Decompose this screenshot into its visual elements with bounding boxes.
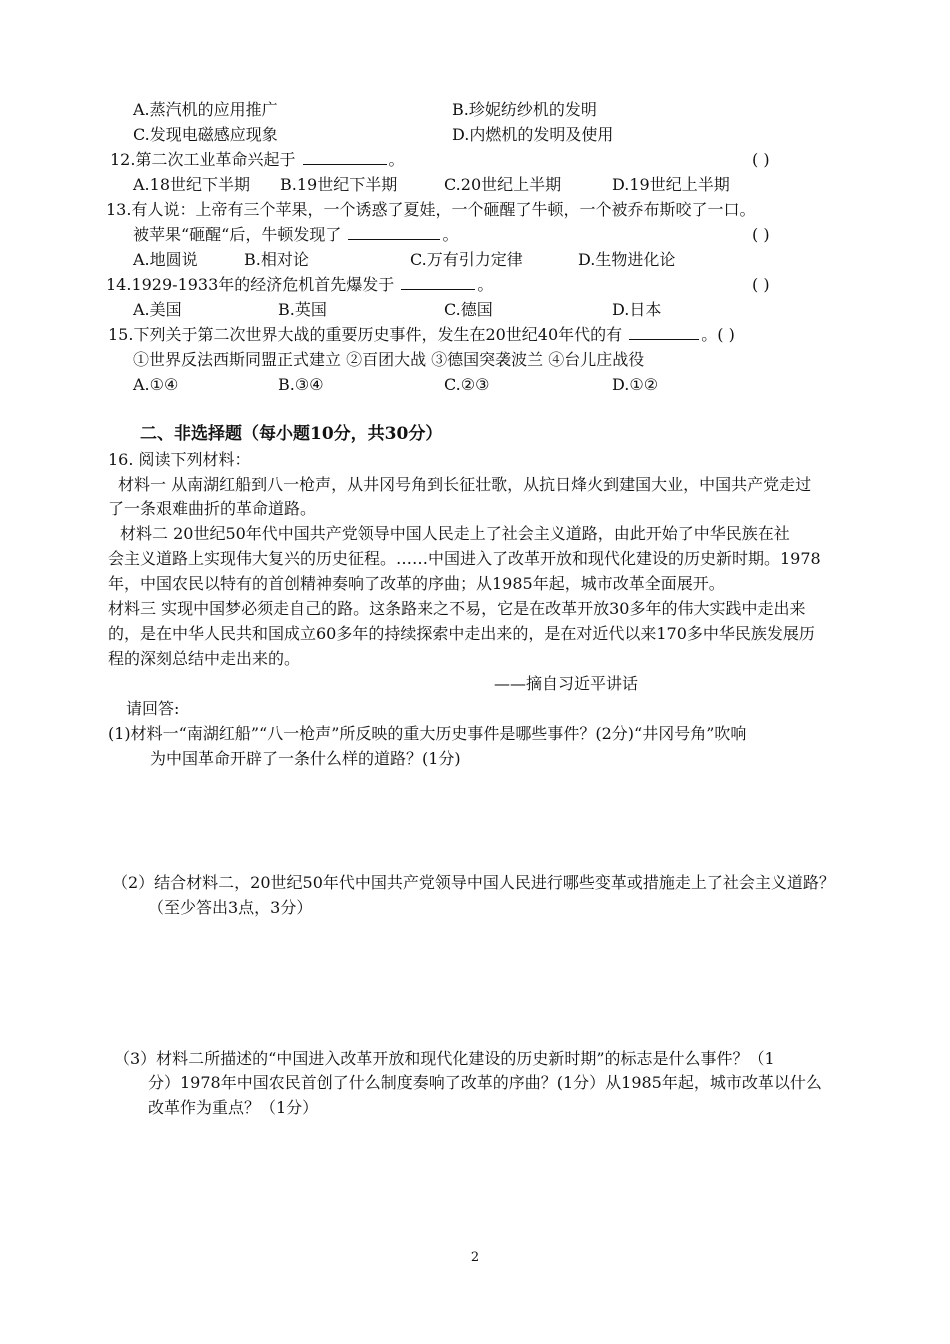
q11-option-d: D.内燃机的发明及使用 [452, 125, 614, 144]
subquestion-2-line2: （至少答出3点，3分） [148, 898, 313, 917]
material3-line2: 的，是在中华人民共和国成立60多年的持续探索中走出来的，是在对近代以来170多中华民族发展历 [108, 624, 815, 643]
subquestion-2-line1: （2）结合材料二，20世纪50年代中国共产党领导中国人民进行哪些变革或措施走上了社会主义道路？ [112, 873, 835, 892]
page-number: 2 [470, 1250, 480, 1265]
q13-option-c: C.万有引力定律 [410, 250, 523, 269]
q14-answer-paren[interactable]: ( ) [752, 275, 770, 294]
q13-answer-blank[interactable] [348, 225, 440, 240]
material3-line1: 材料三 实现中国梦必须走自己的路。这条路来之不易，它是在改革开放30多年的伟大实践中走出来 [108, 599, 806, 618]
q11-option-a: A.蒸汽机的应用推广 [133, 100, 278, 119]
q16-intro: 16. 阅读下列材料： [108, 450, 251, 469]
q15-option-d: D.①② [612, 375, 659, 394]
q14-stem-end: 。 [477, 275, 494, 294]
q13-stem-line2 [133, 225, 458, 245]
subquestion-3-line2: 分）1978年中国农民首创了什么制度奏响了改革的序曲？(1分）从1985年起，城市改革以什么 [148, 1073, 822, 1092]
q14-option-b: B.英国 [278, 300, 327, 319]
source-attribution: ——摘自习近平讲话 [494, 674, 639, 693]
q12-answer-blank[interactable] [303, 150, 387, 165]
q12-option-d: D.19世纪上半期 [612, 175, 730, 194]
q14-option-d: D.日本 [612, 300, 662, 319]
q11-option-b: B.珍妮纺纱机的发明 [452, 100, 597, 119]
q13-option-b: B.相对论 [244, 250, 309, 269]
subquestion-3-line1: （3）材料二所描述的“中国进入改革开放和现代化建设的历史新时期”的标志是什么事件？（1 [114, 1049, 775, 1068]
q15-option-c: C.②③ [444, 375, 490, 394]
q11-option-c: C.发现电磁感应现象 [133, 125, 278, 144]
q12-option-b: B.19世纪下半期 [280, 175, 398, 194]
material3-line3: 程的深刻总结中走出来的。 [108, 649, 301, 668]
q12-option-a: A.18世纪下半期 [133, 175, 251, 194]
q14-stem [106, 275, 493, 295]
q15-items: ①世界反法西斯同盟正式建立 ②百团大战 ③德国突袭波兰 ④台儿庄战役 [133, 350, 645, 369]
q12-answer-paren[interactable]: ( ) [752, 150, 770, 169]
q14-answer-blank[interactable] [401, 275, 475, 290]
section2-heading: 二、非选择题（每小题10分，共30分） [140, 424, 443, 444]
material1-line2: 了一条艰难曲折的革命道路。 [108, 499, 317, 518]
q12-stem-text: 12.第二次工业革命兴起于 [110, 150, 296, 169]
q13-stem-text: 被苹果“砸醒“后，牛顿发现了 [133, 225, 342, 244]
q12-option-c: C.20世纪上半期 [444, 175, 562, 194]
q15-answer-blank[interactable] [629, 325, 699, 340]
q13-stem-line1: 13.有人说：上帝有三个苹果，一个诱惑了夏娃，一个砸醒了牛顿，一个被乔布斯咬了一口。 [106, 200, 756, 219]
q14-option-c: C.德国 [444, 300, 493, 319]
q13-stem-end: 。 [442, 225, 459, 244]
answer-prompt: 请回答: [126, 699, 180, 718]
q14-option-a: A.美国 [133, 300, 182, 319]
subquestion-1-line2: 为中国革命开辟了一条什么样的道路？(1分) [150, 749, 461, 768]
material2-line2: 会主义道路上实现伟大复兴的历史征程。……中国进入了改革开放和现代化建设的历史新时期。1978 [108, 549, 821, 568]
q13-answer-paren[interactable]: ( ) [752, 225, 770, 244]
q13-option-a: A.地圆说 [133, 250, 198, 269]
material2-line3: 年，中国农民以特有的首创精神奏响了改革的序曲；从1985年起，城市改革全面展开。 [108, 574, 725, 593]
q15-stem [108, 325, 735, 345]
subquestion-3-line3: 改革作为重点？（1分） [148, 1098, 319, 1117]
q13-option-d: D.生物进化论 [578, 250, 676, 269]
q15-stem-end: 。( ) [701, 325, 735, 344]
q12-stem [110, 150, 405, 170]
material1-line1: 材料一 从南湖红船到八一枪声，从井冈号角到长征壮歌，从抗日烽火到建国大业，中国共产党走过 [118, 475, 812, 494]
q15-option-a: A.①④ [133, 375, 179, 394]
subquestion-1-line1: (1)材料一“南湖红船”“八一枪声”所反映的重大历史事件是哪些事件？(2分)“井冈号角”吹响 [108, 724, 747, 743]
q14-stem-text: 14.1929-1933年的经济危机首先爆发于 [106, 275, 395, 294]
q15-stem-text: 15.下列关于第二次世界大战的重要历史事件，发生在20世纪40年代的有 [108, 325, 623, 344]
q12-stem-end: 。 [388, 150, 405, 169]
material2-line1: 材料二 20世纪50年代中国共产党领导中国人民走上了社会主义道路，由此开始了中华民族在社 [120, 524, 790, 543]
q15-option-b: B.③④ [278, 375, 324, 394]
